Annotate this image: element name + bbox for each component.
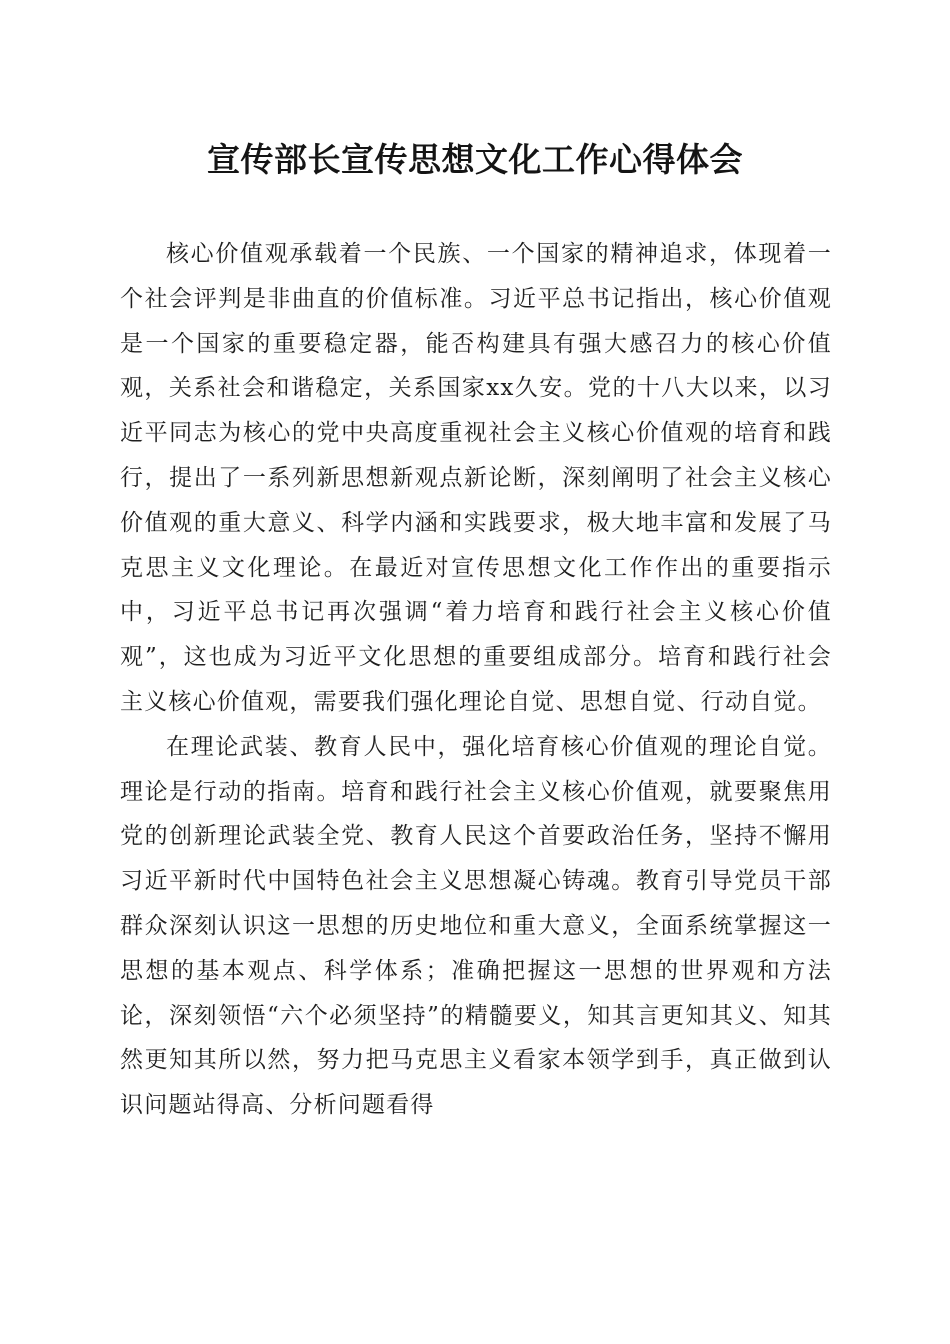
document-title: 宣传部长宣传思想文化工作心得体会 (207, 140, 743, 179)
document-body (120, 232, 832, 1128)
body-paragraph: 核心价值观承载着一个民族、一个国家的精神追求，体现着一个社会评判是非曲直的价值标准。习近平总书记指出，核心价值观是一个国家的重要稳定器，能否构建具有强大感召力的核心价值观，关系社会和谐稳定，关系国家xx久安。党的十八大以来，以习近平同志为核心的党中央高度重视社会主义核心价值观的培育和践行，提出了一系列新思想新观点新论断，深刻阐明了社会主义核心价值观的重大意义、科学内涵和实践要求，极大地丰富和发展了马克思主义文化理论。在最近对宣传思想文化工作作出的重要指示中，习近平总书记再次强调“着力培育和践行社会主义核心价值观”，这也成为习近平文化思想的重要组成部分。培育和践行社会主义核心价值观，需要我们强化理论自觉、思想自觉、行动自觉。 (120, 241, 832, 715)
body-paragraph: 在理论武装、教育人民中，强化培育核心价值观的理论自觉。理论是行动的指南。培育和践行社会主义核心价值观，就要聚焦用党的创新理论武装全党、教育人民这个首要政治任务，坚持不懈用习近平新时代中国特色社会主义思想凝心铸魂。教育引导党员干部群众深刻认识这一思想的历史地位和重大意义，全面系统掌握这一思想的基本观点、科学体系；准确把握这一思想的世界观和方法论，深刻领悟“六个必须坚持”的精髓要义，知其言更知其义、知其然更知其所以然，努力把马克思主义看家本领学到手，真正做到认识问题站得高、分析问题看得 (120, 733, 832, 1119)
